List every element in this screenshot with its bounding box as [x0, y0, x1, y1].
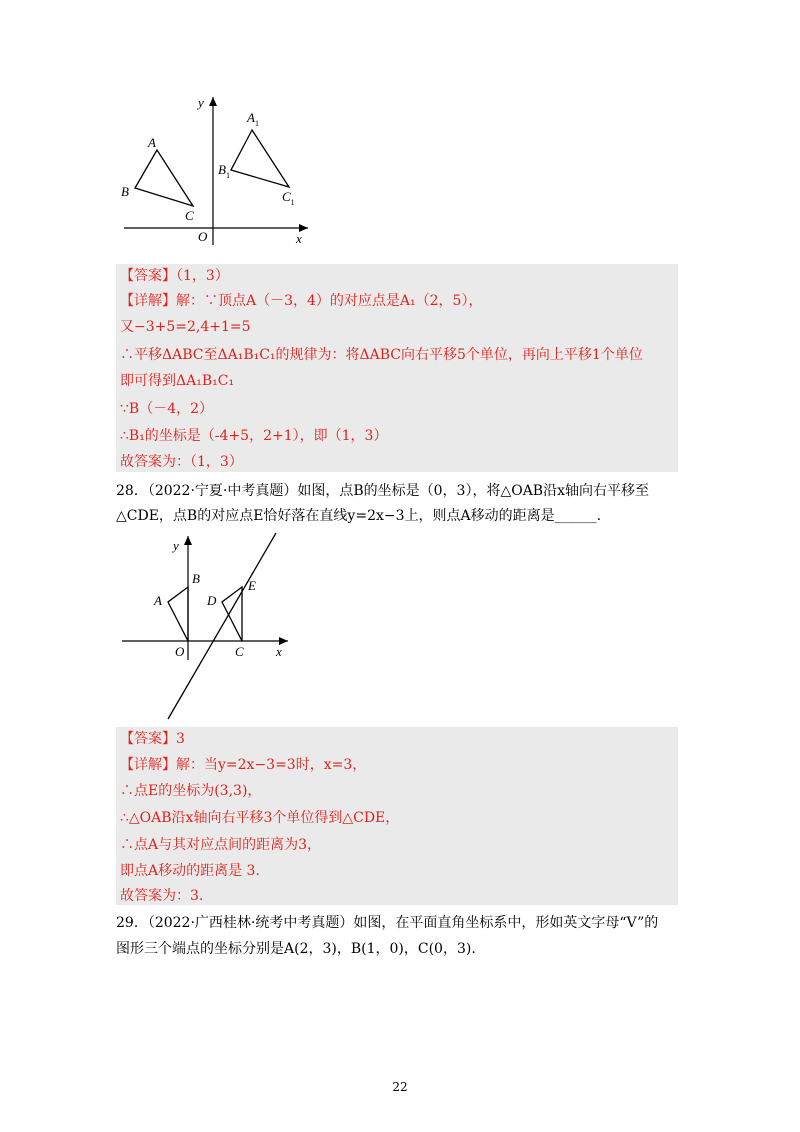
explain-line-5: 即点A移动的距离是 3. — [120, 863, 260, 879]
label-b1: $B_1$ — [218, 162, 230, 180]
question-29-line-2: 图形三个端点的坐标分别是A(2，3)，B(1，0)，C(0，3). — [116, 941, 476, 957]
explain-line-3: ∴△OAB沿x轴向右平移3个单位得到△CDE， — [120, 810, 400, 826]
label-a: A — [154, 593, 162, 608]
label-x: x — [276, 644, 282, 659]
answer-line — [120, 730, 185, 748]
label-e: E — [248, 578, 256, 593]
figure-triangle-translation — [118, 95, 318, 255]
explain-line-4: ∴点A与其对应点间的距离为3， — [120, 837, 322, 853]
label-x: x — [296, 231, 302, 246]
explain-line-6: ∴B₁的坐标是（-4+5，2+1），即（1，3） — [120, 428, 388, 444]
explain-line-2: ∴点E的坐标为(3,3)， — [120, 783, 262, 799]
answer-tag: 【答案】 — [120, 268, 176, 284]
label-o: O — [198, 229, 208, 244]
answer-tag: 【答案】 — [120, 731, 176, 747]
label-a: A — [148, 135, 156, 150]
label-c1: $C_1$ — [282, 189, 295, 207]
explain-line-6: 故答案为：3. — [120, 888, 204, 904]
y-axis-arrow — [209, 97, 217, 106]
explain-line-7: 故答案为：（1，3） — [120, 454, 243, 470]
triangle-abc — [135, 150, 193, 206]
question-28-line-1: 28．（2022·宁夏·中考真题）如图，点B的坐标是（0，3），将△OAB沿x轴向右平移至 — [116, 483, 649, 499]
label-c: C — [235, 644, 244, 659]
explain-line-1: 【详解】解：当y=2x−3=3时，x=3， — [120, 757, 367, 773]
y-axis-arrow — [184, 536, 192, 545]
label-b: B — [121, 184, 129, 199]
question-29-line-1: 29．（2022·广西桂林·统考中考真题）如图，在平面直角坐标系中，形如英文字母“V”的 — [116, 915, 659, 931]
label-y: y — [198, 95, 204, 110]
label-d: D — [207, 593, 217, 608]
label-o: O — [175, 644, 185, 659]
explain-line-4: 即可得到ΔA₁B₁C₁ — [120, 373, 235, 389]
answer-value: （1，3） — [176, 268, 229, 284]
explain-line-3: ∴平移ΔABC至ΔA₁B₁C₁的规律为：将ΔABC向右平移5个单位，再向上平移1个单位 — [120, 347, 643, 363]
page-number: 22 — [392, 1080, 408, 1094]
label-a1: $A_1$ — [247, 110, 259, 128]
answer-value: 3 — [176, 731, 185, 747]
explain-line-5: ∵B（－4，2） — [120, 401, 214, 417]
question-28-line-2: △CDE，点B的对应点E恰好落在直线y=2x−3上，则点A移动的距离是______. — [116, 508, 602, 524]
figure-oab-translation — [118, 530, 293, 725]
triangle-a1b1c1 — [231, 130, 289, 187]
label-c: C — [185, 208, 194, 223]
answer-block-1 — [116, 264, 678, 472]
line-y-2x-3 — [168, 533, 276, 719]
label-b: B — [192, 571, 200, 586]
label-y: y — [173, 538, 179, 553]
triangle-cde — [222, 587, 242, 641]
answer-line — [120, 267, 229, 285]
explain-line-1: 【详解】解：∵顶点A（－3，4）的对应点是A₁（2，5）， — [120, 293, 483, 309]
answer-block-2 — [116, 727, 678, 905]
explain-line-2: 又−3+5=2,4+1=5 — [120, 319, 251, 335]
triangle-oab — [168, 587, 188, 641]
